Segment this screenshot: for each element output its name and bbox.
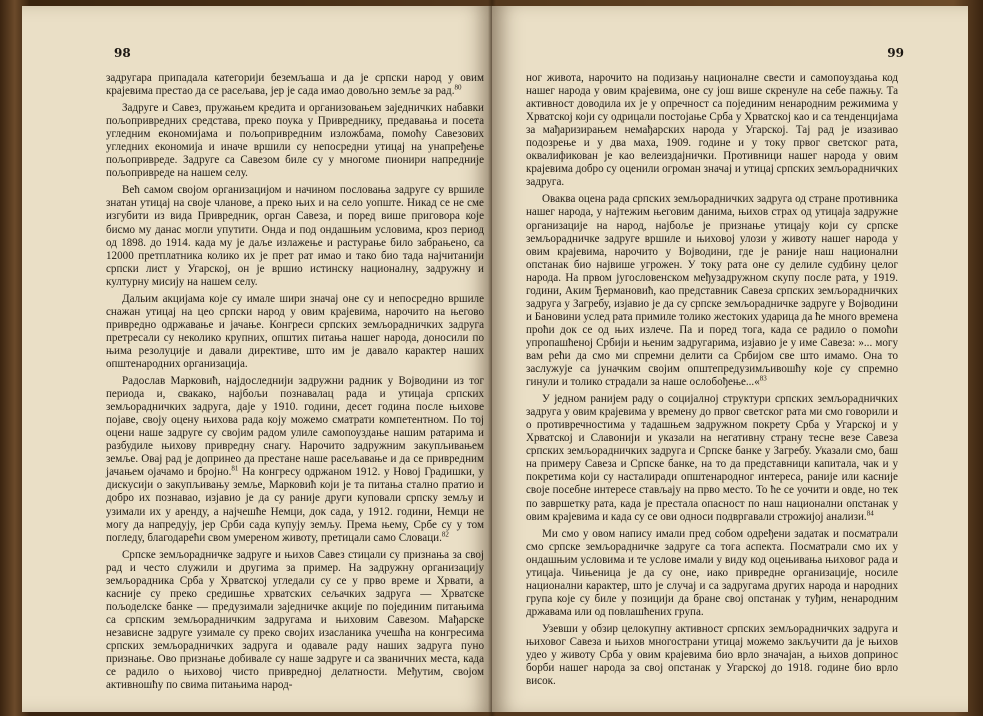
- paragraph: [106, 293, 484, 371]
- paragraph-text: ног живота, нарочито на подизању националне свести и самопоуздања код нашег народа у овим крајевима, оне су још више скренуле на себе пажњу. Та активност доводила их је у опречност са појединим ненародним режимима у Хрватској који су одрицали постојање Срба у Хрватској као и са тенденцијама за мађаризирањем немађарских народа у Угарској. Тај рад је изазивао подозрење и у два маха, 1909. године и у току првог светског рата, оквалификован је као велеиздајнички. Противници нашег народа у овим крајевима добро су оценили огроман значај и утицај српских земљорадничких задруга.: [526, 72, 898, 189]
- page-number-left: 98: [114, 46, 131, 60]
- page-number-right: 99: [887, 46, 904, 60]
- right-page: [492, 6, 968, 712]
- paragraph: [526, 393, 898, 523]
- paragraph: [106, 102, 484, 180]
- footnote-ref: 82: [441, 529, 449, 538]
- footnote-ref: 80: [454, 83, 462, 92]
- paragraph-text: Оваква оцена рада српских земљорадничких задруга од стране противника нашег народа, у најтежим његовим данима, њихов страх од утицаја задружне организације на народ, најбоље је признање утицају који су српске земљорадничке задруге вршиле и њиховој улози у животу нашег народа у овим крајевима, нарочито у Војводини, где је раније наш национални опстанак био највише угрожен. У току рата оне су делиле судбину целог народа. На првом југословенском међузадружном скупу после рата, у 1919. години, Аким Ђермановић, као представник Савеза српских земљорадничких задруга у Загребу, изјавио је да су српске земљорадничке задруге у Војводини и Бановини услед рата примиле толико жестоких ударица да ће много времена проћи док се од њих излече. Па и поред тога, када се радило о помоћи упропашћеној Србији и њеним задругарима, изјавио је у име Савеза: »... могу вам рећи да смо ми спремни делити са Србијом све што имамо. Она то заслужује са јуначким својим општепредузимљивошћу које су спремно гинули и толико страдали за наше ослобођење...«: [526, 193, 898, 389]
- paragraph-text: Ми смо у овом напису имали пред собом одређени задатак и посматрали смо српске земљорадничке задруге са тога аспекта. Посматрали смо их у ондашњим условима и те услове имали у виду код оцењивања њиховог рада и утицаја. Чињеница је да су оне, иако привредне организације, носиле национални карактер, што је случај и са задругама других народа и народних група које су биле у позицији да бране свој опстанак у туђим, ненародним државама или од повлашћених група.: [526, 527, 898, 618]
- paragraph: [526, 623, 898, 688]
- paragraph-text: Радослав Марковић, најдоследнији задружни радник у Војводини из тог периода и, свакако, најбољи познавалац рада и утицаја српских земљорадничких задруга, даје у 1910. години, десет година после њихове појаве, своју оцену њихова рада коју можемо сматрати компетентном. По тој оцени наше задруге су својим радом улиле самопоуздање нашим ратарима и разбудиле њихову привредну снагу. Нарочито задружним закупљивањем земље. Овај рад је допринео да престане наше расељавање и да се привредним јачањем ојачамо и бројно.: [106, 375, 484, 479]
- left-page-text: [106, 72, 484, 696]
- paragraph-text: задругара припадала категорији беземљаша и да је српски народ у овим крајевима престао да се расељава, јер је сада имао довољно земље за рад.: [106, 72, 484, 98]
- footnote-ref: 83: [759, 374, 767, 383]
- paragraph: [106, 549, 484, 693]
- footnote-ref: 84: [866, 508, 874, 517]
- paragraph-text: Задруге и Савез, пружањем кредита и организовањем заједничких набавки пољопривредних средстава, преко поука у Привреднику, предавања и посета угледним економијама и пољопривредним изложбама, помоћу Савезових угледних економија и иначе вршили су непосредни утицај на унапређење пољопривреде. Задруге са Савезом биле су у многоме пионири напредније пољопривреде на нашем селу.: [106, 102, 484, 180]
- paragraph-text: Већ самом својом организацијом и начином пословања задруге су вршиле знатан утицај на своје чланове, а преко њих и на село уопште. Никад се не сме изгубити из вида Привредник, орган Савеза, и поред више приговора које бисмо му данас могли упутити. Онда и под ондашњим условима, кроз период од 1898. до 1914. када му је даље излажење и растурање било забрањено, са 12000 претплатника колико их је прет рат имао и тако био тада најчитанији српски лист у Угарској, он је вршио истинску националну, задружну и културну мисију на нашем селу.: [106, 184, 484, 288]
- paragraph-text: Узевши у обзир целокупну активност српских земљорадничких задруга и њиховог Савеза и њихов многострани утицај можемо закључити да је њихов удео у животу Срба у овим крајевима био врло значајан, а њихов допринос борби нашег народа за свој опстанак у Угарској до 1918. године био врло висок.: [526, 622, 898, 688]
- paragraph: [526, 72, 898, 189]
- paragraph: [526, 528, 898, 619]
- left-page: [22, 6, 492, 712]
- right-page-text: [526, 72, 898, 692]
- paragraph-text: Српске земљорадничке задруге и њихов Савез стицали су признања за свој рад и често служили и другима за пример. На задружну организацију земљорадника Срба у Хрватској угледали су се у прво време и Хрвати, а касније су преко средишње хрватских сељачких задруга — Хрватске пољоделске банке — предузимали заједничке акције по појединим питањима са српским земљорадничким задругама и њиховим Савезом. Мађарске независне задруге узимале су преко својих изасланика учешћа на конгресима српских земљорадничких задруга и одавале раду наших задруга пуно признање. Ово признање добивале су наше задруге и са званичних места, када се радило о њиховој чисто привредној делатности. Међутим, својом активношћу по свима питањима народ-: [106, 548, 484, 692]
- paragraph: [526, 193, 898, 389]
- footnote-ref: 81: [231, 464, 239, 473]
- paragraph: [106, 184, 484, 288]
- paragraph-text: У једном ранијем раду о социјалној структури српских земљорадничких задруга у овим крајевима у времену до првог светског рата ми смо говорили и о противречностима у тадашњем задружном покрету Срба у Угарској и у Хрватској и Славонији и указали на негативну страну тесне везе Савеза српских земљорадничких задруга и Српске банке у Загребу. Указали смо, баш на примеру Савеза и Српске банке, на то да представници капитала, чак и у покретима који су насталиради општенародног интереса, раније или касније своје посебне интересе стављају на прво место. То ће се уочити и овде, но тек по завршетку рата, када је престала опасност по наш национални опстанак у овим крајевима и када су се ови односи подвргавали строжијој анализи.: [526, 393, 898, 523]
- paragraph-text: Дальим акцијама које су имале шири значај оне су и непосредно вршиле снажан утицај на цео српски народ у овим крајевима, нарочито на његово привредно одржавање и јачање. Конгреси српских земљорадничких задруга претресали су неколико крупних, општих питања нашег народа, доносили по њима резолуције и давали директиве, што им је давало карактер наших општенародних организација.: [106, 292, 484, 370]
- paragraph: [106, 375, 484, 545]
- paragraph-text: На конгресу одржаном 1912. у Новој Градишки, у дискусији о закупљивању земље, Марковић који је та питања стално пратио и добро их познавао, изјавио је да су раније други куповали српску земљу и узимали их у аренду, а најчешће Немци, док сада, у 1912. години, Немци не могу да напредују, јер Срби сада купују земљу. Према њему, Србе су у том погледу, благодарећи свом умереном животу, претицали само Словаци.: [106, 466, 485, 544]
- paragraph: [106, 72, 484, 98]
